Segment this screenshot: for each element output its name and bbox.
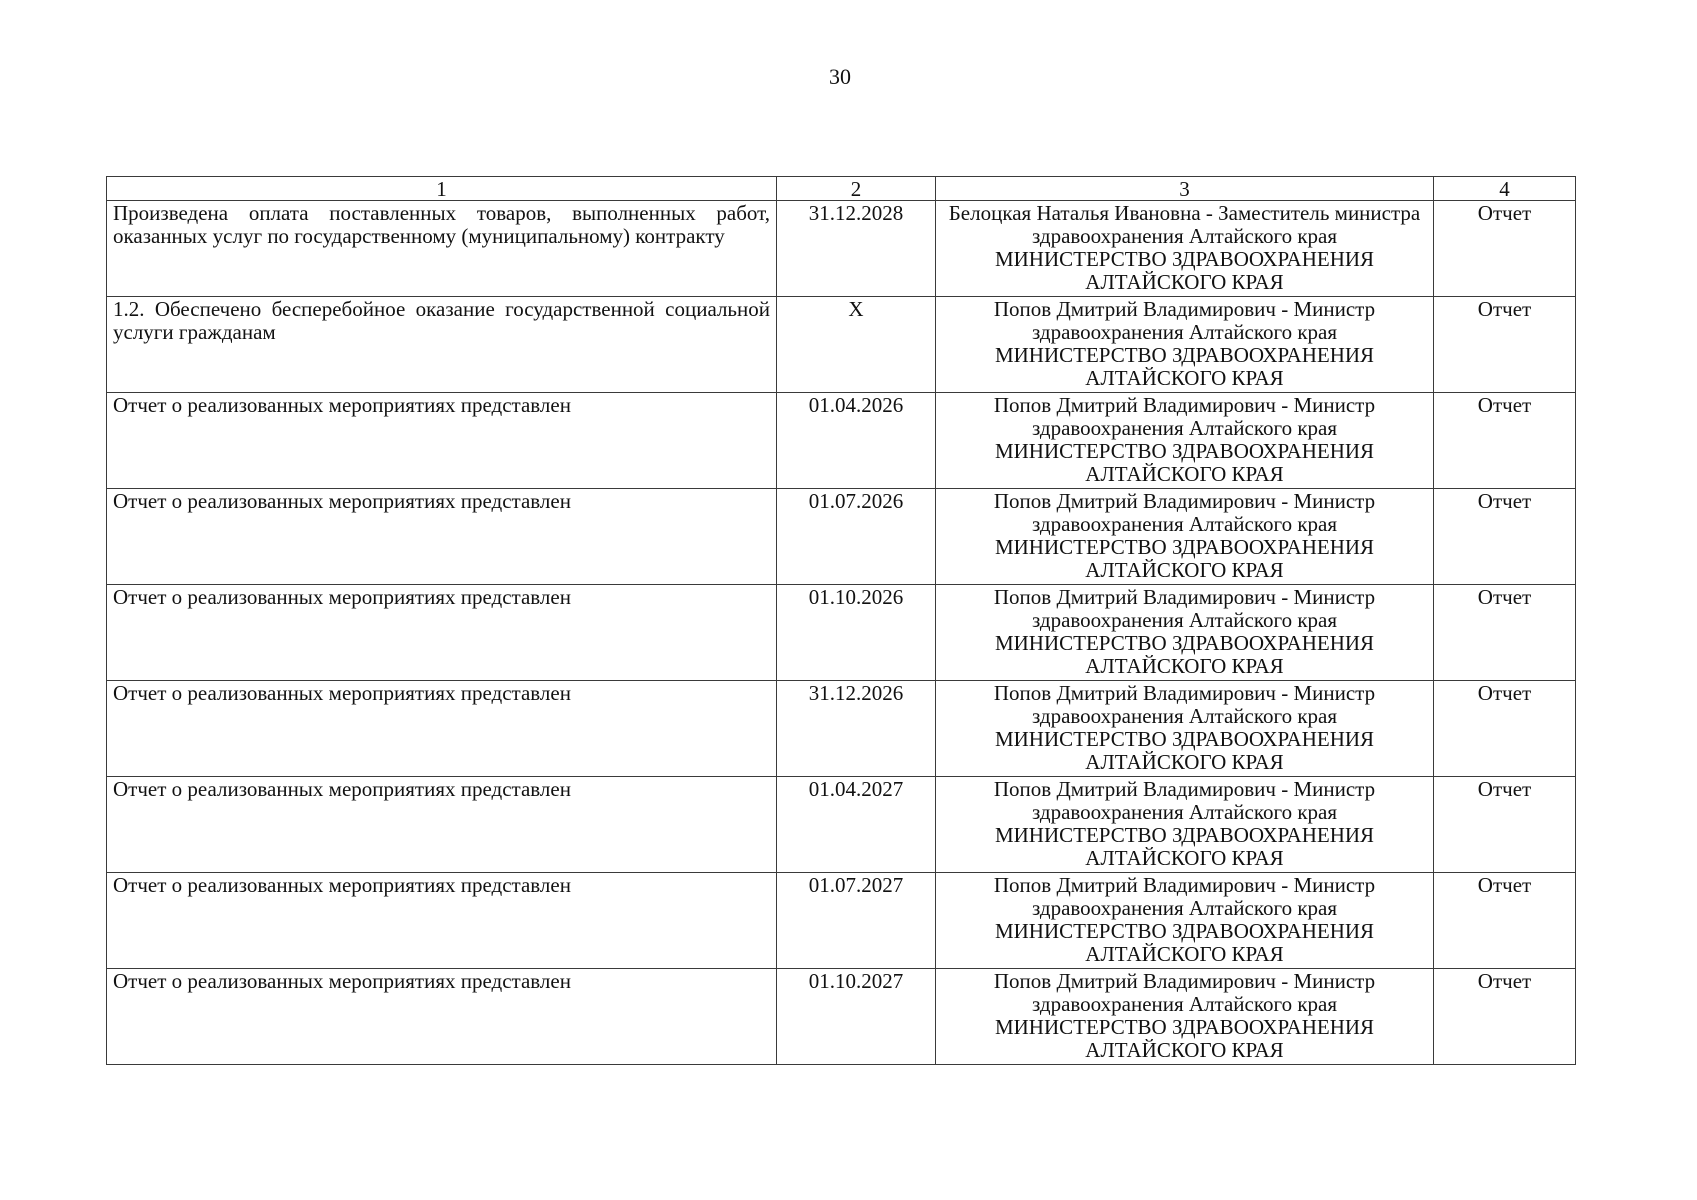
date-cell: 31.12.2026 (777, 681, 936, 777)
responsible-person: Попов Дмитрий Владимирович - Министр здравоохранения Алтайского края (993, 969, 1376, 1016)
responsible-organization: МИНИСТЕРСТВО ЗДРАВООХРАНЕНИЯ АЛТАЙСКОГО КРАЯ (994, 439, 1375, 486)
document-cell: Отчет (1434, 201, 1576, 297)
result-cell: Отчет о реализованных мероприятиях представлен (107, 681, 777, 777)
column-number-header: 4 (1434, 177, 1576, 201)
column-number-header: 2 (777, 177, 936, 201)
page-number: 30 (829, 64, 851, 89)
responsible-person: Белоцкая Наталья Ивановна - Заместитель министра здравоохранения Алтайского края (948, 201, 1421, 248)
responsible-organization: МИНИСТЕРСТВО ЗДРАВООХРАНЕНИЯ АЛТАЙСКОГО КРАЯ (994, 247, 1375, 294)
result-cell: Отчет о реализованных мероприятиях представлен (107, 969, 777, 1065)
column-number-row (107, 177, 1576, 201)
document-cell: Отчет (1434, 777, 1576, 873)
responsible-cell (936, 777, 1434, 873)
responsible-person: Попов Дмитрий Владимирович - Министр здравоохранения Алтайского края (993, 777, 1376, 824)
responsible-organization: МИНИСТЕРСТВО ЗДРАВООХРАНЕНИЯ АЛТАЙСКОГО КРАЯ (994, 1015, 1375, 1062)
responsible-cell (936, 297, 1434, 393)
responsible-person: Попов Дмитрий Владимирович - Министр здравоохранения Алтайского края (993, 873, 1376, 920)
plan-table (106, 176, 1576, 1065)
table-row (107, 201, 1576, 297)
date-cell: 01.07.2027 (777, 873, 936, 969)
result-cell: Отчет о реализованных мероприятиях представлен (107, 585, 777, 681)
responsible-organization: МИНИСТЕРСТВО ЗДРАВООХРАНЕНИЯ АЛТАЙСКОГО КРАЯ (994, 727, 1375, 774)
result-cell: Отчет о реализованных мероприятиях представлен (107, 489, 777, 585)
column-number-header: 3 (936, 177, 1434, 201)
document-cell: Отчет (1434, 393, 1576, 489)
document-cell: Отчет (1434, 681, 1576, 777)
date-cell: 31.12.2028 (777, 201, 936, 297)
table-row (107, 969, 1576, 1065)
document-cell: Отчет (1434, 297, 1576, 393)
result-cell: 1.2. Обеспечено бесперебойное оказание государственной социальной услуги гражданам (107, 297, 777, 393)
responsible-person: Попов Дмитрий Владимирович - Министр здравоохранения Алтайского края (993, 297, 1376, 344)
table-row (107, 393, 1576, 489)
document-cell: Отчет (1434, 489, 1576, 585)
responsible-cell (936, 873, 1434, 969)
document-cell: Отчет (1434, 585, 1576, 681)
table-row (107, 585, 1576, 681)
responsible-cell (936, 681, 1434, 777)
table-row (107, 681, 1576, 777)
responsible-person: Попов Дмитрий Владимирович - Министр здравоохранения Алтайского края (993, 489, 1376, 536)
date-cell: 01.10.2027 (777, 969, 936, 1065)
responsible-organization: МИНИСТЕРСТВО ЗДРАВООХРАНЕНИЯ АЛТАЙСКОГО КРАЯ (994, 631, 1375, 678)
responsible-person: Попов Дмитрий Владимирович - Министр здравоохранения Алтайского края (993, 585, 1376, 632)
responsible-organization: МИНИСТЕРСТВО ЗДРАВООХРАНЕНИЯ АЛТАЙСКОГО КРАЯ (994, 823, 1375, 870)
table-row (107, 777, 1576, 873)
document-cell: Отчет (1434, 969, 1576, 1065)
responsible-organization: МИНИСТЕРСТВО ЗДРАВООХРАНЕНИЯ АЛТАЙСКОГО КРАЯ (994, 343, 1375, 390)
date-cell: X (777, 297, 936, 393)
date-cell: 01.04.2026 (777, 393, 936, 489)
table-row (107, 873, 1576, 969)
date-cell: 01.07.2026 (777, 489, 936, 585)
date-cell: 01.04.2027 (777, 777, 936, 873)
responsible-cell (936, 393, 1434, 489)
result-cell: Отчет о реализованных мероприятиях представлен (107, 873, 777, 969)
column-number-header: 1 (107, 177, 777, 201)
responsible-organization: МИНИСТЕРСТВО ЗДРАВООХРАНЕНИЯ АЛТАЙСКОГО КРАЯ (994, 535, 1375, 582)
table-row (107, 297, 1576, 393)
document-cell: Отчет (1434, 873, 1576, 969)
result-cell: Отчет о реализованных мероприятиях представлен (107, 393, 777, 489)
responsible-person: Попов Дмитрий Владимирович - Министр здравоохранения Алтайского края (993, 393, 1376, 440)
result-cell: Произведена оплата поставленных товаров, выполненных работ, оказанных услуг по государственному (муниципальному) контракту (107, 201, 777, 297)
date-cell: 01.10.2026 (777, 585, 936, 681)
responsible-cell (936, 585, 1434, 681)
responsible-cell (936, 489, 1434, 585)
responsible-cell (936, 201, 1434, 297)
responsible-person: Попов Дмитрий Владимирович - Министр здравоохранения Алтайского края (993, 681, 1376, 728)
result-cell: Отчет о реализованных мероприятиях представлен (107, 777, 777, 873)
responsible-organization: МИНИСТЕРСТВО ЗДРАВООХРАНЕНИЯ АЛТАЙСКОГО КРАЯ (994, 919, 1375, 966)
responsible-cell (936, 969, 1434, 1065)
table-row (107, 489, 1576, 585)
